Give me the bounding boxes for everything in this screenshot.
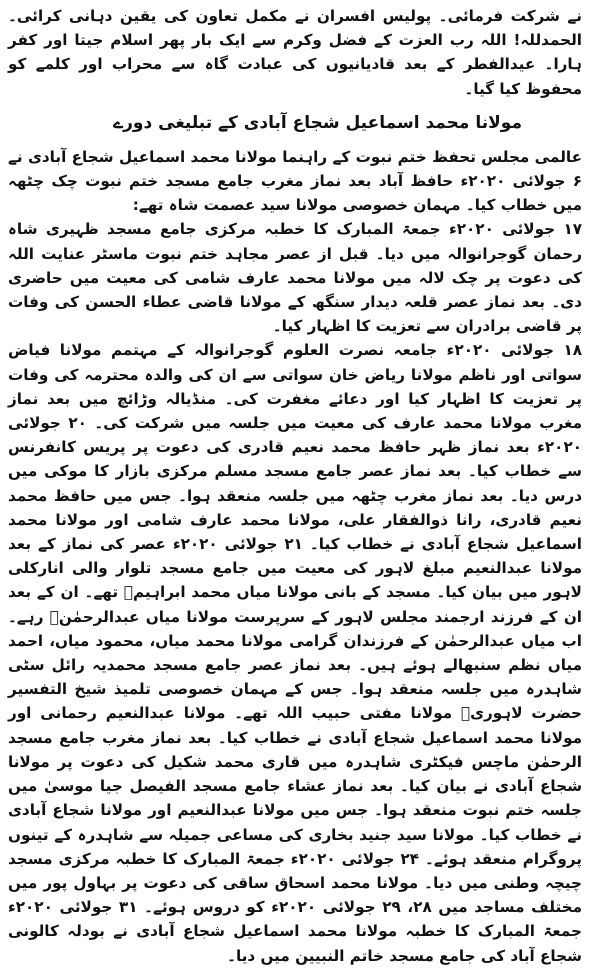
body-paragraph-3: ۱۸ جولائی ۲۰۲۰ء جامعہ نصرت العلوم گوجرانوالہ کے مہتمم مولانا فیاض سواتی اور ناظم مولانا ریاض خان سواتی سے ان کی والدہ محترمہ کی وفات پر تعزیت کا اظہار کیا اور دعائے مغفرت کی۔ منڈیالہ وڑائچ میں بعد نماز مغرب مولانا محمد عارف کی معیت میں جلسہ میں شرکت کی۔ ۲۰ جولائی ۲۰۲۰ء بعد نماز ظہر حافظ محمد نعیم قادری کی دعوت پر پریس کانفرنس سے خطاب کیا۔ بعد نماز عصر جامع مسجد مسلم مرکزی بازار کا موکی میں درس دیا۔ بعد نماز مغرب چٹھہ میں جلسہ منعقد ہوا۔ جس میں حافظ محمد نعیم قادری، رانا ذوالفقار علی، مولانا محمد عارف شامی اور مولانا محمد اسماعیل شجاع آبادی نے خطاب کیا۔ ۲۱ جولائی ۲۰۲۰ء عصر کی نماز کے بعد مولانا عبدالنعیم مبلغ لاہور کی معیت میں جامع مسجد تلوار والی انارکلی لاہور میں بیان کیا۔ مسجد کے بانی مولانا میاں محمد ابراہیمؒ تھے۔ ان کے بعد ان کے فرزند ارجمند مجلس لاہور کے سرپرست مولانا میاں عبدالرحمٰنؒ رہے۔ اب میاں عبدالرحمٰن کے فرزندان گرامی مولانا محمد میاں، محمود میاں، احمد میاں نظم سنبھالے ہوئے ہیں۔ بعد نماز عصر جامع مسجد محمدیہ رائل سٹی شاہدرہ میں جلسہ منعقد ہوا۔ جس کے مہمان خصوصی تلمیذ شیخ التفسیر حضرت لاہوریؒ مولانا مفتی حبیب اللہ تھے۔ مولانا عبدالنعیم رحمانی اور مولانا محمد اسماعیل شجاع آبادی نے خطاب کیا۔ بعد نماز مغرب جامع مسجد الرحمٰن ماچس فیکٹری شاہدرہ میں قاری محمد شکیل کی دعوت پر مولانا شجاع آبادی نے بیان کیا۔ بعد نماز عشاء جامع مسجد الفیصل جیا موسیٰ میں جلسہ ختم نبوت منعقد ہوا۔ جس میں مولانا عبدالنعیم اور مولانا شجاع آبادی نے خطاب کیا۔ مولانا سید جنید بخاری کی مساعی جمیلہ سے شاہدرہ کے تینوں پروگرام منعقد ہوئے۔ ۲۴ جولائی ۲۰۲۰ء جمعۃ المبارک کا خطبہ مرکزی مسجد چیچہ وطنی میں دیا۔ مولانا محمد اسحاق ساقی کی دعوت پر بہاول پور میں مختلف مساجد میں ۲۸، ۲۹ جولائی ۲۰۲۰ء کو دروس ہوئے۔ ۳۱ جولائی ۲۰۲۰ء جمعۃ المبارک کا خطبہ مولانا محمد اسماعیل شجاع آبادی نے بودلہ کالونی شجاع آباد کی جامع مسجد خاتم النبیین میں دیا۔ bbox=[8, 341, 583, 965]
body-paragraph-1: عالمی مجلس تحفظ ختم نبوت کے راہنما مولانا محمد اسماعیل شجاع آبادی نے ۶ جولائی ۲۰۲۰ء حافظ آباد بعد نماز مغرب جامع مسجد ختم نبوت چک چٹھہ میں خطاب کیا۔ مہمان خصوصی مولانا سید عصمت شاہ تھے: bbox=[8, 147, 583, 215]
intro-paragraph: نے شرکت فرمائی۔ پولیس افسران نے مکمل تعاون کی یقین دہانی کرائی۔ الحمدللہ! اللہ رب العزت کے فضل وکرم سے ایک بار پھر اسلام جیتا اور کفر ہارا۔ عیدالفطر کے بعد قادیانیوں کی عبادت گاہ سے محراب اور کلمے کو محفوظ کیا گیا۔ bbox=[8, 7, 582, 98]
section-heading: مولانا محمد اسماعیل شجاع آبادی کے تبلیغی دورے bbox=[113, 112, 522, 133]
body-paragraph-2: ۱۷ جولائی ۲۰۲۰ء جمعۃ المبارک کا خطبہ مرکزی جامع مسجد ظہیری شاہ رحمان گوجرانوالہ میں دیا۔ قبل از عصر مجاہد ختم نبوت ماسٹر عنایت اللہ کی دعوت پر چک لالہ میں مولانا محمد عارف شامی کی معیت میں حاضری دی۔ بعد نماز عصر قلعہ دیدار سنگھ کے مولانا قاضی عطاء الحسن کی وفات پر قاضی برادران سے تعزیت کا اظہار کیا۔ bbox=[8, 220, 582, 336]
